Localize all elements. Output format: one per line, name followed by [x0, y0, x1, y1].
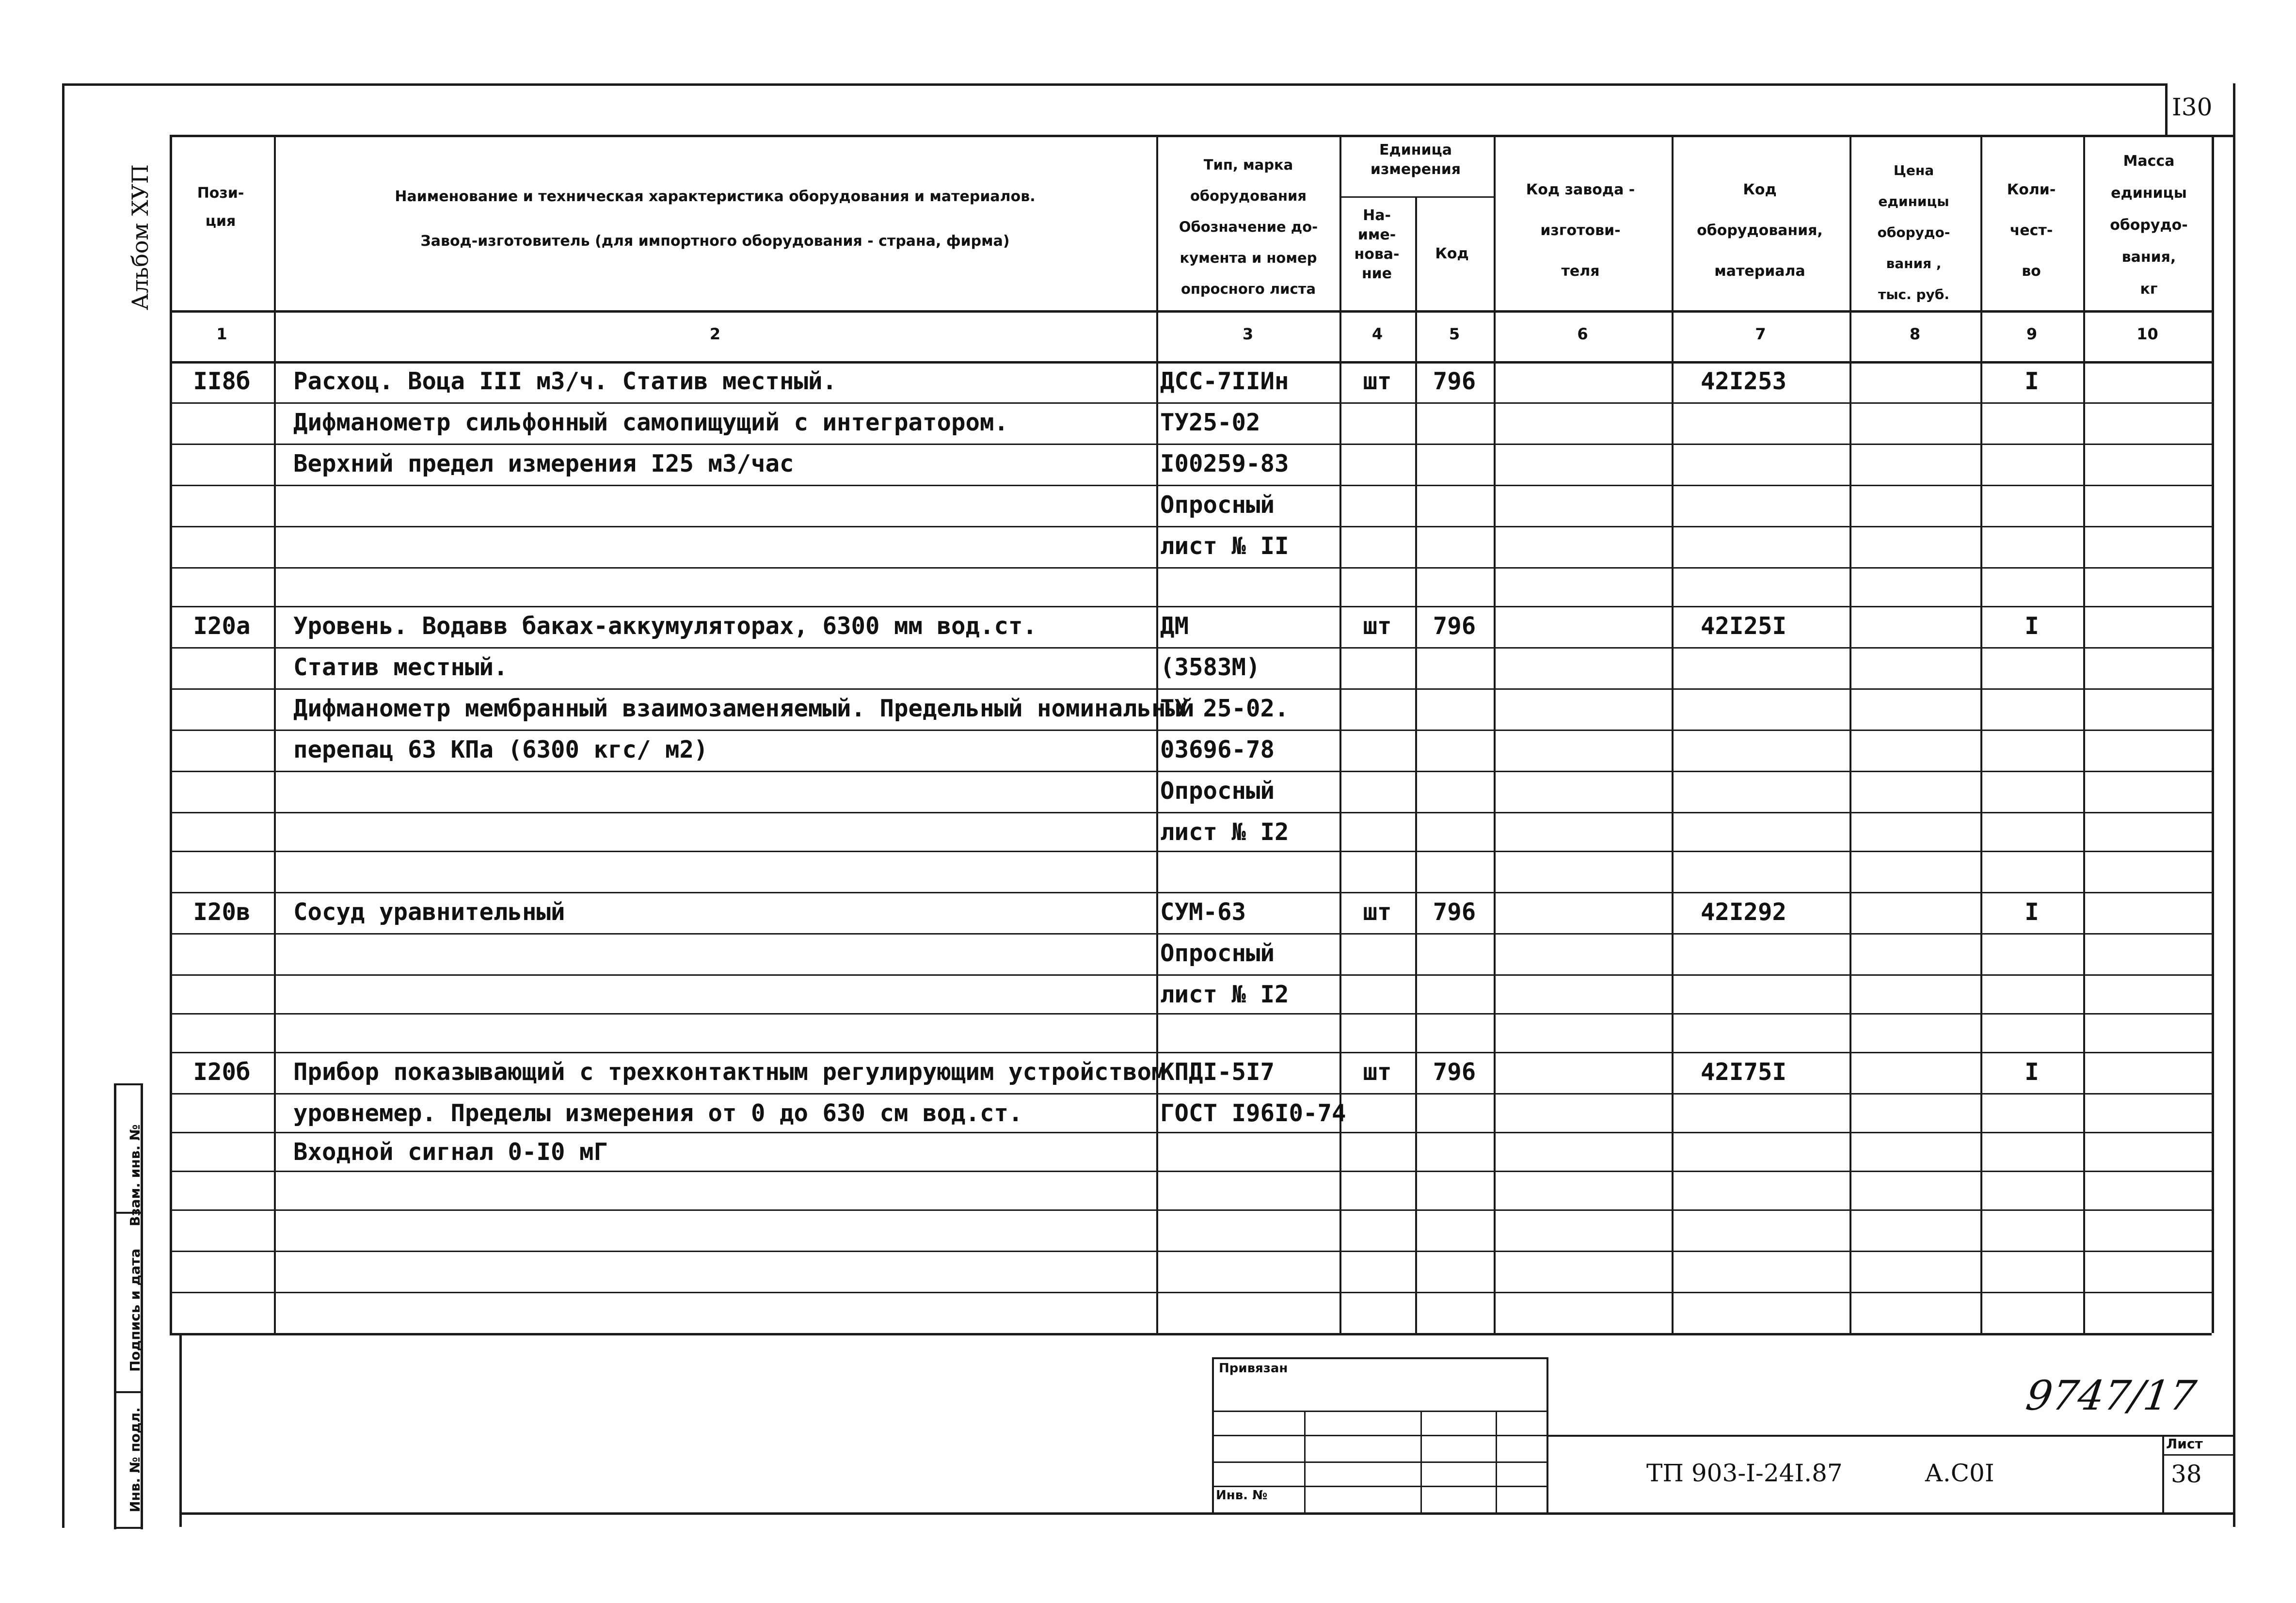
row-line — [170, 688, 2212, 690]
row-type: ДМ — [1160, 612, 1189, 640]
stamp-left-line — [179, 1333, 182, 1527]
header-top-line — [170, 135, 2212, 137]
col-number: 2 — [709, 325, 721, 343]
row-type: СУМ-63 — [1160, 898, 1246, 926]
row-position: II8б — [193, 367, 251, 395]
header-pos: Пози- ция — [197, 185, 244, 230]
row-line — [170, 1209, 2212, 1211]
row-type: I00259-83 — [1160, 450, 1289, 477]
row-line — [170, 1171, 2212, 1172]
header-type: Тип, марка оборудования Обозначение до- кумента и номер опросного листа — [1179, 157, 1318, 297]
row-unit-code: 796 — [1433, 612, 1476, 640]
title-block-top — [1547, 1435, 2235, 1437]
row-line — [170, 402, 2212, 404]
row-type: (3583М) — [1160, 653, 1260, 681]
row-line — [170, 812, 2212, 813]
row-line — [170, 1093, 2212, 1095]
row-line — [170, 1013, 2212, 1015]
header-unit-code: Код — [1435, 245, 1469, 262]
row-type: КПДI-5I7 — [1160, 1058, 1275, 1086]
row-unit: шт — [1363, 612, 1392, 640]
frame-top — [62, 83, 2166, 86]
row-type: 03696-78 — [1160, 736, 1275, 763]
number-row-line — [170, 361, 2212, 364]
col-divider — [1672, 135, 1674, 1333]
col-number: 1 — [216, 325, 227, 343]
side-stamp-replace: Взам. инв. № — [127, 1124, 143, 1226]
row-line — [170, 444, 2212, 445]
header-factory-code: Код завода - изготови- теля — [1526, 181, 1635, 280]
row-name: Входной сигнал 0-I0 мГ — [293, 1138, 608, 1166]
privyazan-col — [1420, 1411, 1422, 1512]
row-unit: шт — [1363, 898, 1392, 926]
header-mass: Масса единицы оборудо- вания, кг — [2110, 153, 2188, 298]
frame-right — [2233, 136, 2235, 1527]
header-price: Цена единицы оборудо- вания , тыс. руб. — [1877, 162, 1950, 302]
col-number: 4 — [1371, 325, 1383, 343]
col-divider — [1156, 135, 1158, 1333]
frame-left — [62, 83, 64, 1528]
row-line — [170, 771, 2212, 772]
row-equip-code: 42I25I — [1701, 612, 1787, 640]
row-line — [170, 526, 2212, 527]
row-qty: I — [2025, 612, 2039, 640]
row-line — [170, 1292, 2212, 1293]
side-stamp-inv: Инв. № подл. — [127, 1407, 143, 1512]
privyazan-col — [1496, 1411, 1497, 1512]
header-equip-code: Код оборудования, материала — [1697, 181, 1823, 280]
row-type: ТУ 25-02. — [1160, 695, 1289, 722]
row-name: Сосуд уравнительный — [293, 898, 565, 926]
col-number: 3 — [1242, 325, 1254, 343]
row-type: ТУ25-02 — [1160, 409, 1260, 436]
row-unit-code: 796 — [1433, 898, 1476, 926]
privyazan-label: Привязан — [1219, 1361, 1288, 1376]
col-divider — [1494, 135, 1496, 1333]
doc-code: ТП 903-I-24I.87 — [1646, 1459, 1843, 1487]
side-stamp-line — [114, 1391, 143, 1393]
side-stamp-left — [114, 1083, 116, 1529]
sheet-label: Лист — [2166, 1436, 2203, 1452]
privyazan-col — [1304, 1411, 1306, 1512]
row-unit: шт — [1363, 1058, 1392, 1086]
row-type: Опросный — [1160, 491, 1275, 519]
row-line — [170, 730, 2212, 731]
row-qty: I — [2025, 898, 2039, 926]
row-qty: I — [2025, 367, 2039, 395]
row-name: Верхний предел измерения I25 м3/час — [293, 450, 794, 477]
row-equip-code: 42I292 — [1701, 898, 1787, 926]
row-line — [170, 1333, 2212, 1335]
col-number: 9 — [2026, 325, 2038, 343]
row-line — [170, 606, 2212, 607]
row-line — [170, 567, 2212, 569]
col-divider — [170, 135, 172, 1333]
row-position: I20б — [193, 1058, 251, 1086]
col-number: 5 — [1449, 325, 1460, 343]
inv-no-label: Инв. № — [1216, 1488, 1268, 1503]
handwritten-number: 9747/17 — [2023, 1372, 2199, 1419]
row-unit-code: 796 — [1433, 1058, 1476, 1086]
row-line — [170, 1132, 2212, 1133]
row-line — [170, 851, 2212, 852]
col-divider — [2083, 135, 2085, 1333]
sheet-number: 38 — [2171, 1460, 2202, 1488]
sheet-box-left — [2162, 1435, 2164, 1512]
album-code: А.C0I — [1925, 1459, 1994, 1487]
row-line — [170, 933, 2212, 935]
row-type: Опросный — [1160, 939, 1275, 967]
side-stamp-line — [114, 1083, 143, 1085]
row-unit: шт — [1363, 367, 1392, 395]
row-equip-code: 42I253 — [1701, 367, 1787, 395]
header-unit: Единица измерения — [1370, 142, 1461, 178]
header-name: Наименование и техническая характеристика оборудования и материалов. Завод-изготовитель (для импортного оборудования - страна, фирма) — [395, 188, 1036, 250]
corner-number: I30 — [2172, 93, 2213, 121]
header-unit-name: На- име- нова- ние — [1354, 207, 1400, 282]
row-line — [170, 892, 2212, 893]
row-type: ГОСТ I96I0-74 — [1160, 1099, 1346, 1127]
side-stamp-sign: Подпись и дата — [127, 1248, 143, 1372]
row-line — [170, 1251, 2212, 1252]
col-number: 6 — [1577, 325, 1588, 343]
row-line — [170, 1052, 2212, 1053]
row-name: Дифманометр мембранный взаимозаменяемый. Предельный номинальный — [293, 695, 1195, 722]
col-number: 8 — [1909, 325, 1921, 343]
row-equip-code: 42I75I — [1701, 1058, 1787, 1086]
col-number: 7 — [1755, 325, 1766, 343]
row-type: Опросный — [1160, 777, 1275, 805]
col-divider — [1850, 135, 1851, 1333]
sheet-box-split — [2162, 1454, 2235, 1456]
row-name: Расхоц. Воца III м3/ч. Статив местный. — [293, 367, 837, 395]
row-line — [170, 485, 2212, 486]
row-name: перепац 63 КПа (6300 кгс/ м2) — [293, 736, 708, 763]
album-label: Альбом ХУП — [127, 164, 153, 310]
side-stamp-line — [114, 1527, 143, 1529]
row-line — [170, 974, 2212, 976]
col-divider — [274, 135, 276, 1333]
header-bottom-line — [170, 310, 2212, 313]
row-position: I20а — [193, 612, 251, 640]
col-divider — [2212, 135, 2214, 1333]
row-qty: I — [2025, 1058, 2039, 1086]
row-line — [170, 647, 2212, 649]
row-type: лист № I2 — [1160, 818, 1289, 846]
col-divider — [1339, 135, 1341, 1333]
corner-box-left — [2165, 83, 2168, 136]
row-unit-code: 796 — [1433, 367, 1476, 395]
corner-box-right — [2233, 83, 2235, 136]
row-name: уровнемер. Пределы измерения от 0 до 630 см вод.ст. — [293, 1099, 1023, 1127]
row-position: I20в — [193, 898, 251, 926]
col-number: 10 — [2137, 325, 2158, 343]
col-divider — [1980, 135, 1982, 1333]
row-type: ДСС-7IIИн — [1160, 367, 1289, 395]
row-name: Дифманометр сильфонный самопищущий с интегратором. — [293, 409, 1009, 436]
row-name: Прибор показывающий с трехконтактным регулирующим устройством — [293, 1058, 1166, 1086]
row-name: Статив местный. — [293, 653, 508, 681]
row-name: Уровень. Водавв баках-аккумуляторах, 6300 мм вод.ст. — [293, 612, 1037, 640]
privyazan-box-top — [1212, 1357, 1547, 1359]
row-type: лист № II — [1160, 532, 1289, 560]
row-type: лист № I2 — [1160, 981, 1289, 1008]
frame-bottom — [179, 1512, 2235, 1515]
header-qty: Коли- чест- во — [2007, 181, 2056, 280]
